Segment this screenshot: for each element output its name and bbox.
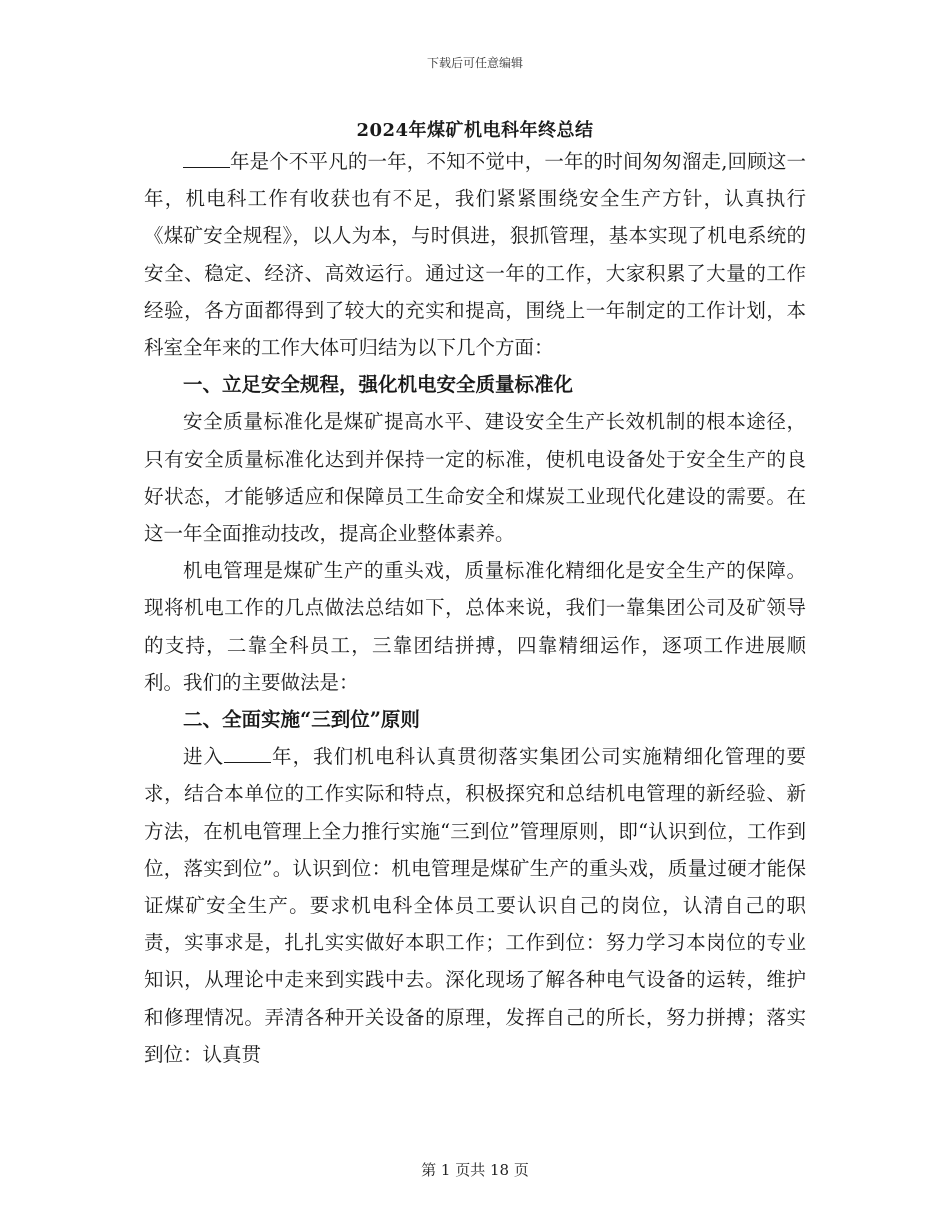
section-2-text-rest: 年，我们机电科认真贯彻落实集团公司实施精细化管理的要求，结合本单位的工作实际和特点，积极探究和总结机电管理的新经验、新方法，在机电管理上全力推行实施“三到位”管理原则，即“认识到位，工作到位，落实到位”。认识到位：机电管理是煤矿生产的重头戏，质量过硬才能保证煤矿安全生产。要求机电科全体员工要认识自己的岗位，认清自己的职责，实事求是，扎扎实实做好本职工作；工作到位：努力学习本岗位的专业知识，从理论中走来到实践中去。深化现场了解各种电气设备的运转，维护和修理情况。弄清各种开关设备的原理，发挥自己的所长，努力拼搏；落实到位：认真贯 <box>144 745 806 1066</box>
blank-year-field <box>224 743 271 764</box>
blank-year-field <box>183 148 230 169</box>
page-number: 第 1 页共 18 页 <box>421 1161 529 1179</box>
section-2-text-start: 进入 <box>183 745 225 769</box>
intro-paragraph <box>144 143 806 366</box>
document-title: 2024年煤矿机电科年终总结 <box>356 120 594 141</box>
page-header-note: 下载后可任意编辑 <box>426 56 523 70</box>
intro-text: 年是个不平凡的一年，不知不觉中，一年的时间匆匆溜走,回顾这一年，机电科工作有收获也有不足，我们紧紧围绕安全生产方针，认真执行《煤矿安全规程》，以人为本，与时俱进，狠抓管理，基本实现了机电系统的安全、稳定、经济、高效运行。通过这一年的工作，大家积累了大量的工作经验，各方面都得到了较大的充实和提高，围绕上一年制定的工作计划，本科室全年来的工作大体可归结为以下几个方面： <box>144 150 806 360</box>
section-2-heading: 二、全面实施“三到位”原则 <box>183 708 420 732</box>
section-1-paragraph-1: 安全质量标准化是煤矿提高水平、建设安全生产长效机制的根本途径，只有安全质量标准化达到并保持一定的标准，使机电设备处于安全生产的良好状态，才能够适应和保障员工生命安全和煤炭工业现代化建设的需要。在这一年全面推动技改，提高企业整体素养。 <box>144 410 806 546</box>
section-1-paragraph-2: 机电管理是煤矿生产的重头戏，质量标准化精细化是安全生产的保障。现将机电工作的几点做法总结如下，总体来说，我们一靠集团公司及矿领导的支持，二靠全科员工，三靠团结拼搏，四靠精细运作，逐项工作进展顺利。我们的主要做法是： <box>144 559 806 694</box>
section-1-heading: 一、立足安全规程，强化机电安全质量标准化 <box>183 373 574 397</box>
document-body <box>144 143 806 1073</box>
section-2-paragraph-1 <box>144 738 806 1073</box>
